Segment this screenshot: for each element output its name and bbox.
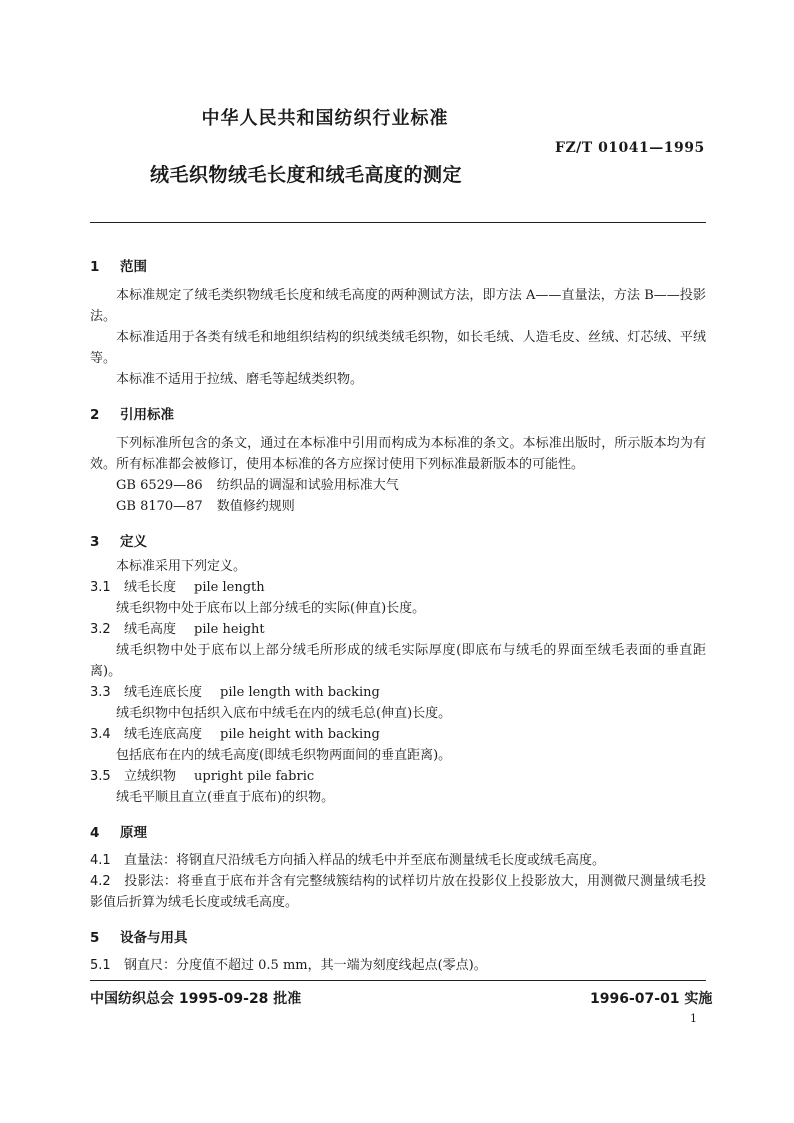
section-1-paragraph-1: 本标准规定了绒毛类织物绒毛长度和绒毛高度的两种测试方法，即方法 A——直量法，方法 B——投影法。	[90, 288, 706, 324]
section-number: 5	[90, 930, 100, 946]
term-zh: 绒毛长度	[124, 580, 177, 595]
equipment-item-5-1	[90, 955, 487, 976]
definition-term-3-4	[90, 724, 380, 745]
reference-name: 纺织品的调湿和试验用标准大气	[216, 478, 399, 493]
definition-text-3-5: 绒毛平顺且直立(垂直于底布)的织物。	[116, 790, 335, 805]
section-title: 范围	[120, 259, 147, 275]
definition-text-3-3: 绒毛织物中包括织入底布中绒毛在内的绒毛总(伸直)长度。	[116, 706, 452, 721]
clause-number: 4.2	[90, 874, 111, 889]
page-number: 1	[690, 1012, 697, 1025]
document-title: 绒毛织物绒毛长度和绒毛高度的测定	[150, 164, 463, 186]
standard-code: FZ/T 01041—1995	[555, 140, 705, 156]
section-1-paragraph-3: 本标准不适用于拉绒、磨毛等起绒类织物。	[116, 372, 364, 387]
definition-term-3-5	[90, 766, 314, 787]
section-number: 3	[90, 534, 100, 550]
definition-term-3-1	[90, 577, 265, 598]
clause-number: 5.1	[90, 958, 111, 973]
reference-name: 数值修约规则	[216, 499, 295, 514]
term-en: pile height with backing	[220, 727, 380, 742]
reference-item	[116, 496, 295, 517]
definition-text-3-4: 包括底布在内的绒毛高度(即绒毛织物两面间的垂直距离)。	[116, 748, 452, 763]
clause-number: 3.1	[90, 580, 111, 595]
section-title: 原理	[120, 825, 147, 841]
reference-code: GB 6529—86	[116, 478, 203, 493]
clause-text: 投影法：将垂直于底布并含有完整绒簇结构的试样切片放在投影仪上投影放大，用测微尺测量绒毛投影值后折算为绒毛长度或绒毛高度。	[90, 874, 706, 910]
definition-text-3-2: 绒毛织物中处于底布以上部分绒毛所形成的绒毛实际厚度(即底布与绒毛的界面至绒毛表面的垂直距离)。	[90, 643, 706, 679]
section-3-heading	[90, 530, 147, 550]
section-number: 4	[90, 825, 100, 841]
term-zh: 绒毛连底高度	[124, 727, 203, 742]
definition-term-3-2	[90, 619, 265, 640]
clause-number: 3.3	[90, 685, 111, 700]
term-en: pile height	[194, 622, 265, 637]
term-en: pile length	[194, 580, 265, 595]
definitions-intro: 本标准采用下列定义。	[116, 559, 247, 574]
section-title: 定义	[120, 534, 147, 550]
section-title: 设备与用具	[120, 930, 188, 946]
clause-number: 4.1	[90, 853, 111, 868]
standard-category: 中华人民共和国纺织行业标准	[201, 108, 449, 129]
approval-date: 中国纺织总会 1995-09-28 批准	[90, 991, 302, 1007]
term-en: upright pile fabric	[194, 769, 315, 784]
section-number: 1	[90, 259, 100, 275]
footer-divider	[90, 980, 706, 981]
term-zh: 立绒织物	[124, 769, 177, 784]
implementation-date: 1996-07-01 实施	[590, 991, 713, 1007]
definition-term-3-3	[90, 682, 380, 703]
clause-number: 3.4	[90, 727, 111, 742]
term-zh: 绒毛连底长度	[124, 685, 203, 700]
clause-number: 3.2	[90, 622, 111, 637]
section-number: 2	[90, 407, 100, 423]
section-1-heading	[90, 255, 147, 275]
section-1-paragraph-2: 本标准适用于各类有绒毛和地组织结构的织绒类绒毛织物，如长毛绒、人造毛皮、丝绒、灯芯绒、平绒等。	[90, 330, 706, 366]
principle-item-4-2	[90, 871, 706, 913]
clause-text: 直量法：将钢直尺沿绒毛方向插入样品的绒毛中并至底布测量绒毛长度或绒毛高度。	[124, 853, 606, 868]
principle-item-4-1	[90, 850, 605, 871]
header-divider	[90, 222, 706, 223]
term-en: pile length with backing	[220, 685, 380, 700]
reference-item	[116, 475, 399, 496]
section-5-heading	[90, 926, 188, 946]
section-4-heading	[90, 821, 147, 841]
reference-code: GB 8170—87	[116, 499, 203, 514]
section-2-paragraph: 下列标准所包含的条文，通过在本标准中引用而构成为本标准的条文。本标准出版时，所示版本均为有效。所有标准都会被修订，使用本标准的各方应探讨使用下列标准最新版本的可能性。	[90, 436, 706, 472]
definition-text-3-1: 绒毛织物中处于底布以上部分绒毛的实际(伸直)长度。	[116, 601, 426, 616]
term-zh: 绒毛高度	[124, 622, 177, 637]
section-2-heading	[90, 403, 174, 423]
clause-number: 3.5	[90, 769, 111, 784]
section-title: 引用标准	[120, 407, 174, 423]
clause-text: 钢直尺：分度值不超过 0.5 mm，其一端为刻度线起点(零点)。	[124, 958, 487, 973]
